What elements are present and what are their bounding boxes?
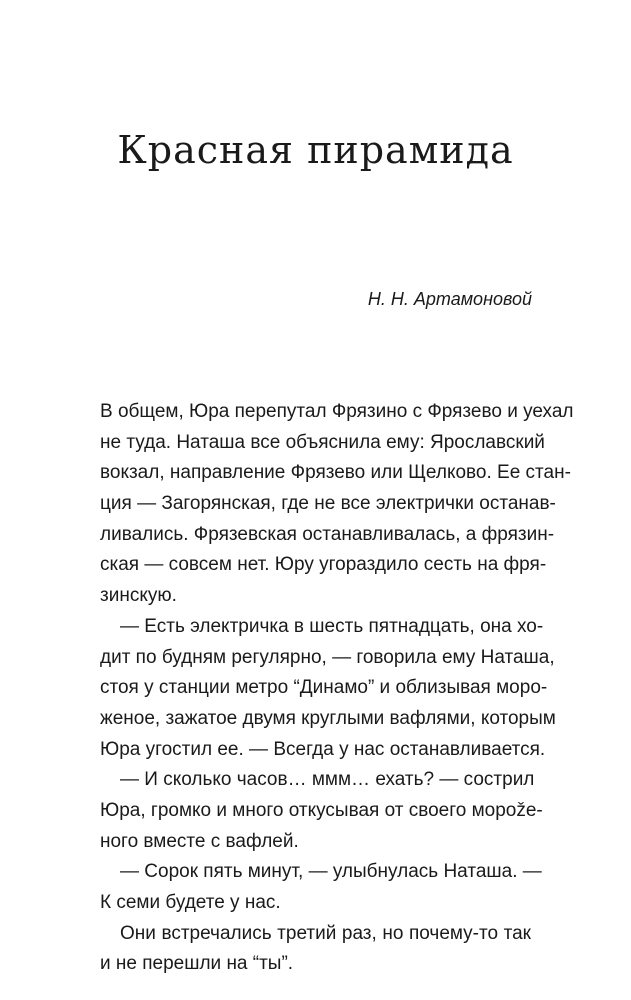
text-line: — Есть электричка в шесть пятнадцать, она хо-	[120, 615, 544, 637]
chapter-title: Красная пирамида	[117, 128, 514, 172]
text-line: Юра, громко и много откусывая от своего морože-	[100, 799, 543, 821]
text-line: вокзал, направление Фрязево или Щелково. Ее стан-	[100, 462, 571, 484]
text-line: стоя у станции метро “Динамо” и облизывая моро-	[100, 677, 548, 699]
text-line: — Сорок пять минут, — улыбнулась Наташа. —	[120, 861, 542, 883]
text-line: ция — Загорянская, где не все электрички останав-	[100, 493, 556, 515]
text-line: ливались. Фрязевская останавливалась, а фрязин-	[100, 523, 555, 545]
text-line: В общем, Юра перепутал Фрязино с Фрязево и уехал	[100, 401, 574, 422]
body-text	[100, 397, 574, 980]
paragraph	[100, 397, 574, 612]
paragraph	[100, 612, 556, 765]
text-line: Юра угостил ее. — Всегда у нас останавливается.	[100, 738, 546, 760]
text-line: зинскую.	[100, 585, 177, 607]
text-line: Они встречались третий раз, но почему-то так	[120, 922, 531, 944]
text-line: и не перешли на “ты”.	[100, 953, 294, 975]
text-line: дит по будням регулярно, — говорила ему Наташа,	[100, 646, 555, 668]
text-line: ская — совсем нет. Юру угораздило сесть на фря-	[100, 554, 547, 576]
paragraph	[100, 857, 542, 918]
paragraph	[100, 765, 543, 857]
text-line: женое, зажатое двумя круглыми вафлями, которым	[100, 707, 556, 729]
dedication: Н. Н. Артамоновой	[367, 289, 532, 309]
text-line: К семи будете у нас.	[100, 892, 281, 913]
paragraph	[100, 919, 531, 980]
text-line: не туда. Наташа все объяснила ему: Ярославский	[100, 431, 545, 453]
text-line: ного вместе с вафлей.	[100, 830, 299, 852]
text-line: — И сколько часов… ммм… ехать? — сострил	[120, 769, 535, 791]
